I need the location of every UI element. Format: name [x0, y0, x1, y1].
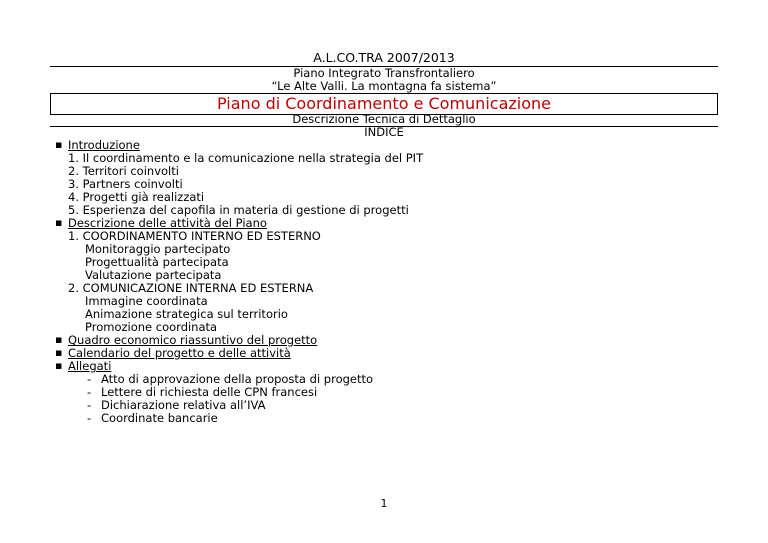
subsection-item: Promozione coordinata: [85, 320, 218, 334]
bullet-icon: ▪: [55, 333, 63, 346]
plan-title: Piano Integrato Transfrontaliero: [293, 66, 475, 80]
section-budget-label: Quadro economico riassuntivo del progetto: [68, 333, 318, 347]
index-title: INDICE: [364, 125, 404, 139]
bullet-icon: ▪: [55, 138, 63, 151]
intro-item: 5. Esperienza del capofila in materia di gestione di progetti: [68, 203, 409, 217]
subtitle: Descrizione Tecnica di Dettaglio: [292, 112, 476, 126]
attachment-item: Coordinate bancarie: [101, 411, 218, 425]
bullet-icon: ▪: [55, 216, 63, 229]
list-item: [0, 347, 768, 360]
program-title: A.L.CO.TRA 2007/2013: [313, 50, 455, 65]
attachment-item: Atto di approvazione della proposta di progetto: [101, 372, 374, 386]
main-title: Piano di Coordinamento e Comunicazione: [217, 94, 551, 113]
list-item: [0, 412, 768, 425]
subsection-title: 1. COORDINAMENTO INTERNO ED ESTERNO: [68, 229, 321, 243]
bullet-icon: ▪: [55, 359, 63, 372]
intro-item: 1. Il coordinamento e la comunicazione nella strategia del PIT: [68, 151, 424, 165]
dash-marker: -: [87, 398, 92, 412]
intro-item: 2. Territori coinvolti: [68, 164, 179, 178]
dash-marker: -: [87, 385, 92, 399]
intro-item: 4. Progetti già realizzati: [68, 190, 205, 204]
section-intro-label: Introduzione: [68, 138, 140, 152]
page-number: 1: [380, 497, 388, 510]
dash-marker: -: [87, 372, 92, 386]
subsection-item: Monitoraggio partecipato: [85, 242, 231, 256]
section-attachments-label: Allegati: [68, 359, 112, 373]
attachment-item: Lettere di richiesta delle CPN francesi: [101, 385, 318, 399]
dash-marker: -: [87, 411, 92, 425]
attachment-item: Dichiarazione relativa all’IVA: [101, 398, 266, 412]
subsection-item: Immagine coordinata: [85, 294, 208, 308]
slogan: “Le Alte Valli. La montagna fa sistema”: [271, 79, 497, 93]
index-list: [0, 139, 768, 425]
subsection-item: Progettualità partecipata: [85, 255, 229, 269]
bullet-icon: ▪: [55, 346, 63, 359]
section-calendar-label: Calendario del progetto e delle attività: [68, 346, 291, 360]
subsection-item: Valutazione partecipata: [85, 268, 222, 282]
subsection-item: Animazione strategica sul territorio: [85, 307, 288, 321]
section-description-label: Descrizione delle attività del Piano: [68, 216, 267, 230]
subsection-title: 2. COMUNICAZIONE INTERNA ED ESTERNA: [68, 281, 314, 295]
intro-item: 3. Partners coinvolti: [68, 177, 183, 191]
